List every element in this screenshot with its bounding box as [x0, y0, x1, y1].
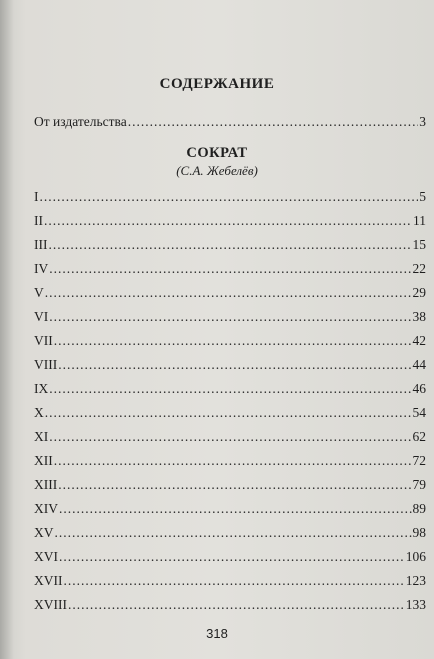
- toc-entry-label: XIII: [34, 477, 58, 492]
- toc-entry: [34, 404, 426, 422]
- toc-leader-dots: [40, 188, 419, 206]
- toc-entry: [34, 260, 426, 278]
- toc-entry-page: 5: [419, 189, 426, 204]
- toc-entry-page: 62: [412, 429, 426, 444]
- toc-entry-page: 22: [412, 261, 426, 276]
- toc-entry: [34, 572, 426, 590]
- toc-entry: [34, 596, 426, 614]
- toc-leader-dots: [55, 524, 412, 542]
- toc-entry: [34, 332, 426, 350]
- toc-entry-page: 44: [412, 357, 426, 372]
- toc-entry: [34, 428, 426, 446]
- toc-entry-page: 123: [405, 573, 426, 588]
- toc-leader-dots: [49, 260, 411, 278]
- toc-entry-label: XII: [34, 453, 53, 468]
- toc-leader-dots: [45, 284, 412, 302]
- contents-title: СОДЕРЖАНИЕ: [159, 76, 275, 92]
- toc-entry-label: VII: [34, 333, 53, 348]
- toc-entry-label: VIII: [34, 357, 58, 372]
- toc-entry: [34, 500, 426, 518]
- toc-entry: [34, 284, 426, 302]
- section-title: СОКРАТ: [186, 145, 248, 161]
- toc-entry-page: 79: [412, 477, 426, 492]
- toc-entry-label: II: [34, 213, 43, 228]
- toc-entry-label: От издательства: [34, 114, 127, 129]
- toc-leader-dots: [49, 428, 411, 446]
- toc-entry: [34, 188, 426, 206]
- binding-shadow: [0, 0, 14, 659]
- toc-entry-label: IV: [34, 261, 49, 276]
- toc-entry-label: XI: [34, 429, 49, 444]
- toc-entry-label: XVIII: [34, 597, 67, 612]
- toc-leader-dots: [45, 404, 412, 422]
- toc-leader-dots: [59, 548, 405, 566]
- toc-entry-page: 3: [419, 114, 426, 129]
- toc-entry-page: 54: [412, 405, 426, 420]
- toc-entry-label: XV: [34, 525, 54, 540]
- toc-entry-label: X: [34, 405, 44, 420]
- toc-entry-label: XVI: [34, 549, 58, 564]
- toc-entry-label: VI: [34, 309, 49, 324]
- toc-leader-dots: [49, 380, 411, 398]
- toc-entry-page: 106: [405, 549, 426, 564]
- toc-leader-dots: [58, 356, 411, 374]
- toc-entry-label: III: [34, 237, 48, 252]
- toc-entry-page: 98: [412, 525, 426, 540]
- toc-leader-dots: [49, 308, 411, 326]
- toc-entry: [34, 236, 426, 254]
- toc-leader-dots: [54, 452, 412, 470]
- toc-entry-page: 89: [412, 501, 426, 516]
- toc-entry-page: 29: [412, 285, 426, 300]
- toc-entry-page: 46: [412, 381, 426, 396]
- toc-leader-dots: [59, 500, 412, 518]
- toc-entry-label: IX: [34, 381, 49, 396]
- toc-leader-dots: [128, 113, 419, 131]
- toc-entry: [34, 476, 426, 494]
- page-number: 318: [206, 626, 228, 641]
- toc-entry: [34, 524, 426, 542]
- toc-entry-label: XIV: [34, 501, 58, 516]
- toc-entry-page: 133: [405, 597, 426, 612]
- toc-entry-page: 42: [412, 333, 426, 348]
- toc-entry-page: 38: [412, 309, 426, 324]
- toc-entry-page: 72: [412, 453, 426, 468]
- toc-leader-dots: [49, 236, 412, 254]
- toc-entry: [34, 380, 426, 398]
- toc-leader-dots: [44, 212, 412, 230]
- toc-entry: [34, 356, 426, 374]
- toc-leader-dots: [58, 476, 411, 494]
- toc-entry-intro: [34, 113, 426, 131]
- section-author: (С.А. Жебелёв): [176, 163, 258, 178]
- toc-entry-label: XVII: [34, 573, 63, 588]
- toc-entry-page: 15: [412, 237, 426, 252]
- toc-leader-dots: [54, 332, 412, 350]
- toc-entry: [34, 548, 426, 566]
- toc-leader-dots: [64, 572, 405, 590]
- toc-leader-dots: [68, 596, 405, 614]
- toc-entry-label: V: [34, 285, 44, 300]
- toc-entry-label: I: [34, 189, 39, 204]
- toc-entry-page: 11: [413, 213, 426, 228]
- toc-entry: [34, 452, 426, 470]
- toc-entry: [34, 308, 426, 326]
- toc-entry: [34, 212, 426, 230]
